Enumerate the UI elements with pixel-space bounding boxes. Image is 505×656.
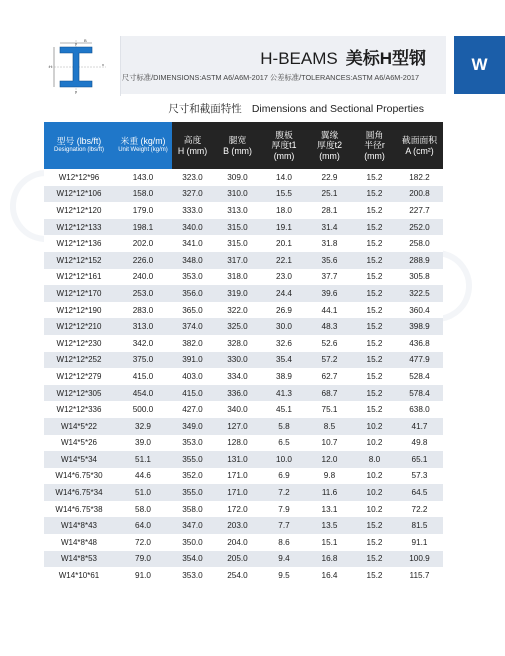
- diagram-label-x: x: [102, 62, 104, 67]
- column-header-unit-weight: [114, 122, 172, 169]
- cell-web-thickness: 23.0: [262, 269, 306, 286]
- cell-unit-weight: 226.0: [114, 252, 172, 269]
- cell-section-area: 227.7: [396, 202, 443, 219]
- cell-unit-weight: 313.0: [114, 318, 172, 335]
- cell-section-area: 100.9: [396, 551, 443, 568]
- cell-designation: W14*6.75*38: [44, 501, 114, 518]
- column-header-line: 米重 (kg/m): [120, 135, 166, 146]
- column-header-section-area: [396, 122, 443, 169]
- cell-height: 354.0: [172, 551, 213, 568]
- cell-flange-thickness: 68.7: [306, 385, 353, 402]
- standards-line: 尺寸标准/DIMENSIONS:ASTM A6/A6M-2017 公差标准/TOLERANCES:ASTM A6/A6M-2017: [121, 73, 419, 82]
- cell-designation: W12*12*230: [44, 335, 114, 352]
- cell-section-area: 64.5: [396, 484, 443, 501]
- cell-section-area: 252.0: [396, 219, 443, 236]
- cell-section-area: 200.8: [396, 186, 443, 203]
- cell-section-area: 398.9: [396, 318, 443, 335]
- cell-web-thickness: 18.0: [262, 202, 306, 219]
- cell-web-thickness: 35.4: [262, 352, 306, 369]
- cell-flange-thickness: 28.1: [306, 202, 353, 219]
- cell-flange-thickness: 13.1: [306, 501, 353, 518]
- cell-section-area: 81.5: [396, 517, 443, 534]
- cell-root-radius: 15.2: [353, 235, 396, 252]
- table-row: [44, 385, 443, 402]
- dimensions-table: [44, 122, 443, 584]
- cell-flange-width: 310.0: [213, 186, 262, 203]
- cell-unit-weight: 240.0: [114, 269, 172, 286]
- cell-designation: W12*12*336: [44, 401, 114, 418]
- cell-height: 355.0: [172, 451, 213, 468]
- cell-section-area: 360.4: [396, 302, 443, 319]
- cell-unit-weight: 158.0: [114, 186, 172, 203]
- cell-height: 382.0: [172, 335, 213, 352]
- cell-flange-thickness: 16.4: [306, 567, 353, 584]
- cell-section-area: 57.3: [396, 468, 443, 485]
- cell-section-area: 91.1: [396, 534, 443, 551]
- cell-height: 347.0: [172, 517, 213, 534]
- table-row: [44, 169, 443, 186]
- cell-web-thickness: 20.1: [262, 235, 306, 252]
- cell-web-thickness: 38.9: [262, 368, 306, 385]
- column-header-height: [172, 122, 213, 169]
- cell-unit-weight: 179.0: [114, 202, 172, 219]
- table-subtitle: [44, 101, 424, 116]
- cell-flange-width: 313.0: [213, 202, 262, 219]
- cell-web-thickness: 15.5: [262, 186, 306, 203]
- cell-height: 365.0: [172, 302, 213, 319]
- column-header-line: 截面面积: [401, 135, 438, 145]
- diagram-label-h: H: [49, 64, 52, 69]
- cell-unit-weight: 500.0: [114, 401, 172, 418]
- cell-root-radius: 15.2: [353, 269, 396, 286]
- column-header-line: (mm): [273, 150, 295, 161]
- table-header-row: [44, 122, 443, 169]
- cell-web-thickness: 41.3: [262, 385, 306, 402]
- cell-designation: W12*12*305: [44, 385, 114, 402]
- cell-flange-width: 336.0: [213, 385, 262, 402]
- table-row: [44, 235, 443, 252]
- column-header-line: 圆角: [365, 129, 384, 140]
- cell-root-radius: 15.2: [353, 368, 396, 385]
- table-row: [44, 302, 443, 319]
- column-header-line: 腿宽: [228, 135, 247, 145]
- cell-height: 327.0: [172, 186, 213, 203]
- cell-flange-thickness: 13.5: [306, 517, 353, 534]
- cell-flange-width: 318.0: [213, 269, 262, 286]
- table-row: [44, 534, 443, 551]
- column-header-line: 型号 (lbs/ft): [56, 135, 102, 146]
- cell-designation: W14*6.75*30: [44, 468, 114, 485]
- table-row: [44, 269, 443, 286]
- cell-web-thickness: 30.0: [262, 318, 306, 335]
- cell-unit-weight: 58.0: [114, 501, 172, 518]
- cell-section-area: 528.4: [396, 368, 443, 385]
- cell-flange-width: 171.0: [213, 468, 262, 485]
- table-row: [44, 219, 443, 236]
- cell-height: 358.0: [172, 501, 213, 518]
- cell-web-thickness: 45.1: [262, 401, 306, 418]
- cell-web-thickness: 32.6: [262, 335, 306, 352]
- table-row: [44, 501, 443, 518]
- cell-designation: W12*12*170: [44, 285, 114, 302]
- cell-root-radius: 15.2: [353, 252, 396, 269]
- cell-designation: W14*8*43: [44, 517, 114, 534]
- cell-designation: W12*12*161: [44, 269, 114, 286]
- cell-section-area: 41.7: [396, 418, 443, 435]
- cell-flange-width: 127.0: [213, 418, 262, 435]
- cell-flange-width: 205.0: [213, 551, 262, 568]
- column-header-line: Designation (lbs/ft): [53, 147, 105, 154]
- cell-designation: W12*12*279: [44, 368, 114, 385]
- table-row: [44, 551, 443, 568]
- cell-flange-width: 325.0: [213, 318, 262, 335]
- cell-height: 341.0: [172, 235, 213, 252]
- cell-root-radius: 15.2: [353, 318, 396, 335]
- cell-flange-thickness: 8.5: [306, 418, 353, 435]
- cell-root-radius: 10.2: [353, 435, 396, 452]
- cell-web-thickness: 24.4: [262, 285, 306, 302]
- table-row: [44, 401, 443, 418]
- cell-flange-width: 315.0: [213, 219, 262, 236]
- cell-unit-weight: 44.6: [114, 468, 172, 485]
- table-row: [44, 352, 443, 369]
- cell-height: 355.0: [172, 484, 213, 501]
- cell-height: 356.0: [172, 285, 213, 302]
- cell-web-thickness: 7.2: [262, 484, 306, 501]
- cell-web-thickness: 22.1: [262, 252, 306, 269]
- cell-height: 353.0: [172, 567, 213, 584]
- diagram-label-t: t: [82, 58, 84, 63]
- cell-height: 349.0: [172, 418, 213, 435]
- cell-flange-thickness: 39.6: [306, 285, 353, 302]
- table-row: [44, 318, 443, 335]
- cell-flange-thickness: 31.4: [306, 219, 353, 236]
- cell-height: 415.0: [172, 385, 213, 402]
- column-header-line: 厚度t2: [317, 140, 342, 151]
- cell-web-thickness: 6.9: [262, 468, 306, 485]
- cell-section-area: 305.8: [396, 269, 443, 286]
- cell-unit-weight: 375.0: [114, 352, 172, 369]
- cell-height: 427.0: [172, 401, 213, 418]
- table-row: [44, 484, 443, 501]
- subtitle-cn: 尺寸和截面特性: [168, 103, 242, 115]
- cell-designation: W14*8*48: [44, 534, 114, 551]
- cell-flange-width: 340.0: [213, 401, 262, 418]
- table-row: [44, 451, 443, 468]
- cell-web-thickness: 9.4: [262, 551, 306, 568]
- cell-designation: W12*12*190: [44, 302, 114, 319]
- cell-section-area: 182.2: [396, 169, 443, 186]
- cell-root-radius: 15.2: [353, 202, 396, 219]
- cell-root-radius: 15.2: [353, 302, 396, 319]
- cell-web-thickness: 8.6: [262, 534, 306, 551]
- cell-flange-thickness: 9.8: [306, 468, 353, 485]
- cell-section-area: 288.9: [396, 252, 443, 269]
- column-header-line: 厚度t1: [271, 140, 297, 151]
- cell-root-radius: 15.2: [353, 551, 396, 568]
- cell-root-radius: 15.2: [353, 186, 396, 203]
- cell-web-thickness: 19.1: [262, 219, 306, 236]
- cell-root-radius: 10.2: [353, 418, 396, 435]
- column-header-line: A (cm²): [405, 145, 434, 156]
- cell-unit-weight: 202.0: [114, 235, 172, 252]
- cell-flange-thickness: 31.8: [306, 235, 353, 252]
- cell-root-radius: 15.2: [353, 567, 396, 584]
- cell-flange-width: 254.0: [213, 567, 262, 584]
- cell-unit-weight: 454.0: [114, 385, 172, 402]
- cell-height: 403.0: [172, 368, 213, 385]
- cell-section-area: 322.5: [396, 285, 443, 302]
- cell-unit-weight: 253.0: [114, 285, 172, 302]
- cell-flange-width: 330.0: [213, 352, 262, 369]
- cell-height: 323.0: [172, 169, 213, 186]
- cell-section-area: 115.7: [396, 567, 443, 584]
- cell-root-radius: 15.2: [353, 352, 396, 369]
- cell-flange-width: 334.0: [213, 368, 262, 385]
- page-title: [216, 44, 426, 68]
- cell-unit-weight: 51.0: [114, 484, 172, 501]
- cell-flange-thickness: 15.1: [306, 534, 353, 551]
- subtitle-en: Dimensions and Sectional Properties: [251, 103, 424, 115]
- cell-web-thickness: 7.7: [262, 517, 306, 534]
- cell-height: 353.0: [172, 435, 213, 452]
- cell-designation: W12*12*152: [44, 252, 114, 269]
- cell-flange-thickness: 37.7: [306, 269, 353, 286]
- table-row: [44, 252, 443, 269]
- cell-flange-thickness: 12.0: [306, 451, 353, 468]
- cell-web-thickness: 10.0: [262, 451, 306, 468]
- column-header-line: H (mm): [177, 145, 208, 156]
- table-row: [44, 517, 443, 534]
- column-header-line: (mm): [319, 150, 340, 161]
- column-header-web-thickness: [262, 122, 306, 169]
- table-row: [44, 285, 443, 302]
- cell-root-radius: 15.2: [353, 169, 396, 186]
- cell-flange-thickness: 44.1: [306, 302, 353, 319]
- cell-designation: W12*12*136: [44, 235, 114, 252]
- cell-flange-width: 315.0: [213, 235, 262, 252]
- cell-designation: W14*5*22: [44, 418, 114, 435]
- cell-designation: W12*12*120: [44, 202, 114, 219]
- cell-flange-thickness: 25.1: [306, 186, 353, 203]
- cell-section-area: 436.8: [396, 335, 443, 352]
- diagram-label-y-bottom: y: [75, 89, 77, 94]
- column-header-line: 半径r: [364, 140, 385, 151]
- cell-designation: W12*12*210: [44, 318, 114, 335]
- section-tab-w: W: [454, 36, 505, 94]
- cell-section-area: 477.9: [396, 352, 443, 369]
- table-row: [44, 468, 443, 485]
- cell-height: 340.0: [172, 219, 213, 236]
- cell-root-radius: 15.2: [353, 385, 396, 402]
- title-cn: 美标H型钢: [345, 49, 426, 68]
- cell-web-thickness: 7.9: [262, 501, 306, 518]
- cell-unit-weight: 79.0: [114, 551, 172, 568]
- cell-unit-weight: 39.0: [114, 435, 172, 452]
- h-beam-icon: [46, 38, 118, 94]
- table-row: [44, 368, 443, 385]
- cell-designation: W12*12*96: [44, 169, 114, 186]
- column-header-root-radius: [353, 122, 396, 169]
- cell-designation: W12*12*106: [44, 186, 114, 203]
- cell-root-radius: 15.2: [353, 219, 396, 236]
- cell-flange-width: 204.0: [213, 534, 262, 551]
- cell-root-radius: 15.2: [353, 534, 396, 551]
- cell-unit-weight: 32.9: [114, 418, 172, 435]
- table-row: [44, 186, 443, 203]
- column-header-flange-thickness: [306, 122, 353, 169]
- cell-height: 391.0: [172, 352, 213, 369]
- cell-flange-thickness: 11.6: [306, 484, 353, 501]
- cell-height: 353.0: [172, 269, 213, 286]
- cell-unit-weight: 198.1: [114, 219, 172, 236]
- cell-height: 374.0: [172, 318, 213, 335]
- cell-root-radius: 10.2: [353, 468, 396, 485]
- table-row: [44, 435, 443, 452]
- cell-flange-width: 172.0: [213, 501, 262, 518]
- cell-unit-weight: 415.0: [114, 368, 172, 385]
- cell-designation: W14*8*53: [44, 551, 114, 568]
- cell-designation: W14*5*34: [44, 451, 114, 468]
- cell-root-radius: 8.0: [353, 451, 396, 468]
- cell-flange-thickness: 16.8: [306, 551, 353, 568]
- cell-designation: W14*6.75*34: [44, 484, 114, 501]
- cell-designation: W12*12*252: [44, 352, 114, 369]
- column-header-line: Unit Weight (kg/m): [118, 147, 168, 154]
- cell-flange-thickness: 62.7: [306, 368, 353, 385]
- cell-web-thickness: 26.9: [262, 302, 306, 319]
- table-row: [44, 335, 443, 352]
- cell-unit-weight: 143.0: [114, 169, 172, 186]
- table-row: [44, 418, 443, 435]
- cell-flange-thickness: 35.6: [306, 252, 353, 269]
- cell-unit-weight: 91.0: [114, 567, 172, 584]
- cell-root-radius: 15.2: [353, 335, 396, 352]
- cell-section-area: 258.0: [396, 235, 443, 252]
- column-header-line: B (mm): [223, 145, 252, 156]
- cell-flange-width: 317.0: [213, 252, 262, 269]
- cell-height: 348.0: [172, 252, 213, 269]
- table-body: [44, 169, 443, 584]
- cell-root-radius: 15.2: [353, 285, 396, 302]
- cell-unit-weight: 51.1: [114, 451, 172, 468]
- cell-flange-width: 171.0: [213, 484, 262, 501]
- column-header-line: (mm): [364, 150, 385, 161]
- table-row: [44, 567, 443, 584]
- cell-height: 350.0: [172, 534, 213, 551]
- cell-flange-width: 128.0: [213, 435, 262, 452]
- cell-flange-thickness: 75.1: [306, 401, 353, 418]
- beam-section-diagram: [44, 36, 121, 96]
- cell-flange-width: 322.0: [213, 302, 262, 319]
- cell-height: 352.0: [172, 468, 213, 485]
- cell-flange-width: 328.0: [213, 335, 262, 352]
- cell-section-area: 72.2: [396, 501, 443, 518]
- diagram-label-y-top: y: [75, 41, 77, 46]
- cell-section-area: 65.1: [396, 451, 443, 468]
- cell-unit-weight: 342.0: [114, 335, 172, 352]
- diagram-label-b: B: [84, 38, 87, 43]
- cell-flange-width: 203.0: [213, 517, 262, 534]
- title-en: H-BEAMS: [260, 49, 338, 68]
- cell-section-area: 578.4: [396, 385, 443, 402]
- cell-root-radius: 15.2: [353, 517, 396, 534]
- cell-flange-thickness: 22.9: [306, 169, 353, 186]
- column-header-flange-width: [213, 122, 262, 169]
- cell-flange-thickness: 52.6: [306, 335, 353, 352]
- cell-flange-width: 309.0: [213, 169, 262, 186]
- cell-root-radius: 10.2: [353, 484, 396, 501]
- cell-web-thickness: 9.5: [262, 567, 306, 584]
- cell-section-area: 49.8: [396, 435, 443, 452]
- cell-designation: W12*12*133: [44, 219, 114, 236]
- cell-flange-thickness: 57.2: [306, 352, 353, 369]
- column-header-line: 腹板: [275, 129, 293, 140]
- column-header-line: 翼缘: [320, 129, 339, 140]
- column-header-designation: [44, 122, 114, 169]
- cell-flange-width: 131.0: [213, 451, 262, 468]
- cell-flange-width: 319.0: [213, 285, 262, 302]
- cell-unit-weight: 72.0: [114, 534, 172, 551]
- cell-height: 333.0: [172, 202, 213, 219]
- cell-root-radius: 15.2: [353, 401, 396, 418]
- cell-web-thickness: 14.0: [262, 169, 306, 186]
- column-header-line: 高度: [183, 135, 202, 145]
- cell-flange-thickness: 48.3: [306, 318, 353, 335]
- cell-section-area: 638.0: [396, 401, 443, 418]
- cell-designation: W14*5*26: [44, 435, 114, 452]
- cell-web-thickness: 6.5: [262, 435, 306, 452]
- cell-unit-weight: 283.0: [114, 302, 172, 319]
- cell-unit-weight: 64.0: [114, 517, 172, 534]
- cell-designation: W14*10*61: [44, 567, 114, 584]
- cell-root-radius: 10.2: [353, 501, 396, 518]
- cell-flange-thickness: 10.7: [306, 435, 353, 452]
- table-row: [44, 202, 443, 219]
- cell-web-thickness: 5.8: [262, 418, 306, 435]
